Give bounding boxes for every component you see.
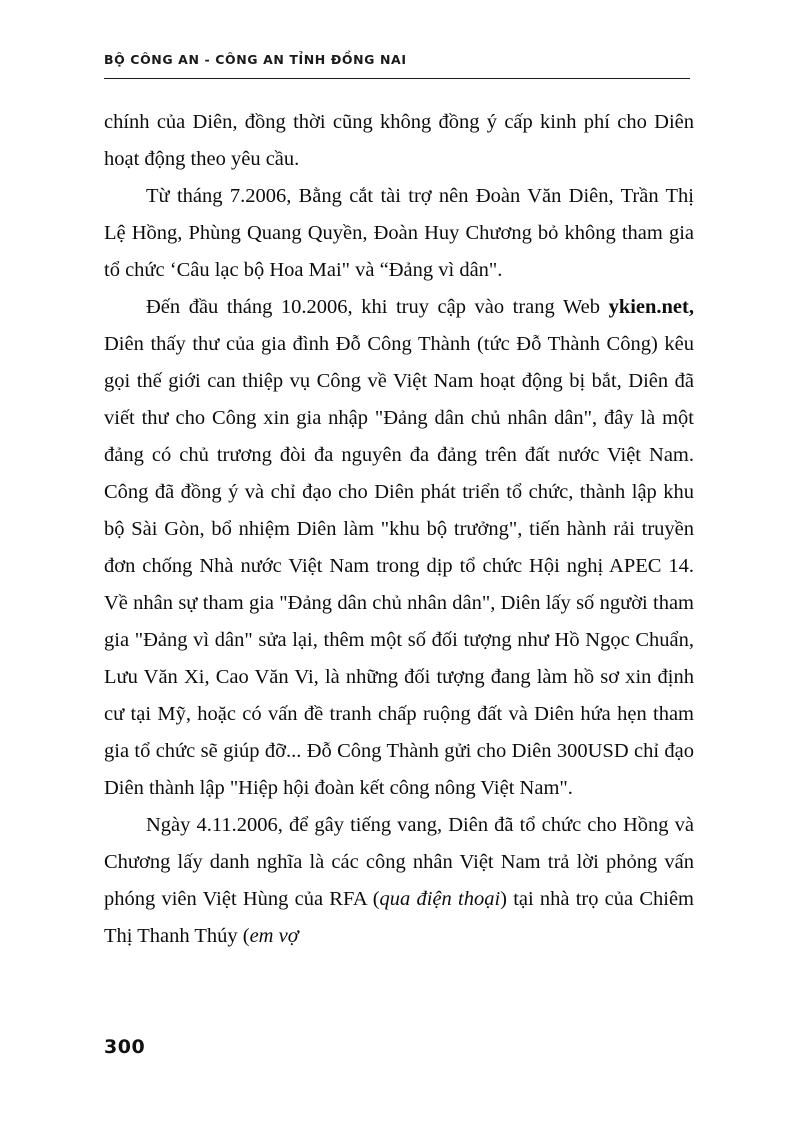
text-run: Ngày 4.11.2006, để gây tiếng vang, Diên đã tổ chức cho Hồng và Chương lấy danh nghĩa là các công nhân Việt Nam trả lời phỏng vấn phóng viên Việt Hùng của RFA ( [104, 814, 694, 910]
body-text [104, 104, 694, 955]
text-run: Diên thấy thư của gia đình Đỗ Công Thành (tức Đỗ Thành Công) kêu gọi thế giới can thiệp vụ Công về Việt Nam hoạt động bị bắt, Diên đã viết thư cho Công xin gia nhập "Đảng dân chủ nhân dân", đây là một đảng có chủ trương đòi đa nguyên đa đảng trên đất nước Việt Nam. Công đã đồng ý và chỉ đạo cho Diên phát triển tổ chức, thành lập khu bộ Sài Gòn, bổ nhiệm Diên làm "khu bộ trưởng", tiến hành rải truyền đơn chống Nhà nước Việt Nam trong dịp tổ chức Hội nghị APEC 14. Về nhân sự tham gia "Đảng dân chủ nhân dân", Diên lấy số người tham gia "Đảng vì dân" sửa lại, thêm một số đối tượng như Hồ Ngọc Chuẩn, Lưu Văn Xi, Cao Văn Vi, là những đối tượng đang làm hồ sơ xin định cư tại Mỹ, hoặc có vấn đề tranh chấp ruộng đất và Diên hứa hẹn tham gia tổ chức sẽ giúp đỡ... Đỗ Công Thành gửi cho Diên 300USD chỉ đạo Diên thành lập "Hiệp hội đoàn kết công nông Việt Nam". [104, 333, 694, 799]
paragraph [104, 289, 694, 807]
paragraph [104, 178, 694, 289]
text-run: chính của Diên, đồng thời cũng không đồng ý cấp kinh phí cho Diên hoạt động theo yêu cầu. [104, 111, 694, 170]
running-head: BỘ CÔNG AN - CÔNG AN TỈNH ĐỒNG NAI [104, 52, 407, 67]
emphasis-bold: ykien.net, [608, 296, 694, 318]
header-divider [104, 78, 690, 79]
text-run: Từ tháng 7.2006, Bằng cắt tài trợ nên Đoàn Văn Diên, Trần Thị Lệ Hồng, Phùng Quang Quyền, Đoàn Huy Chương bỏ không tham gia tổ chức ‘Câu lạc bộ Hoa Mai" và “Đảng vì dân". [104, 185, 694, 281]
page-number: 300 [104, 1036, 146, 1058]
text-run: ) tại nhà trọ của Chiêm Thị Thanh Thúy ( [104, 888, 694, 947]
paragraph [104, 807, 694, 955]
emphasis-italic: em vợ [249, 925, 299, 947]
text-run: Đến đầu tháng 10.2006, khi truy cập vào trang Web [146, 296, 609, 318]
paragraph [104, 104, 694, 178]
emphasis-italic: qua điện thoại [379, 888, 501, 910]
